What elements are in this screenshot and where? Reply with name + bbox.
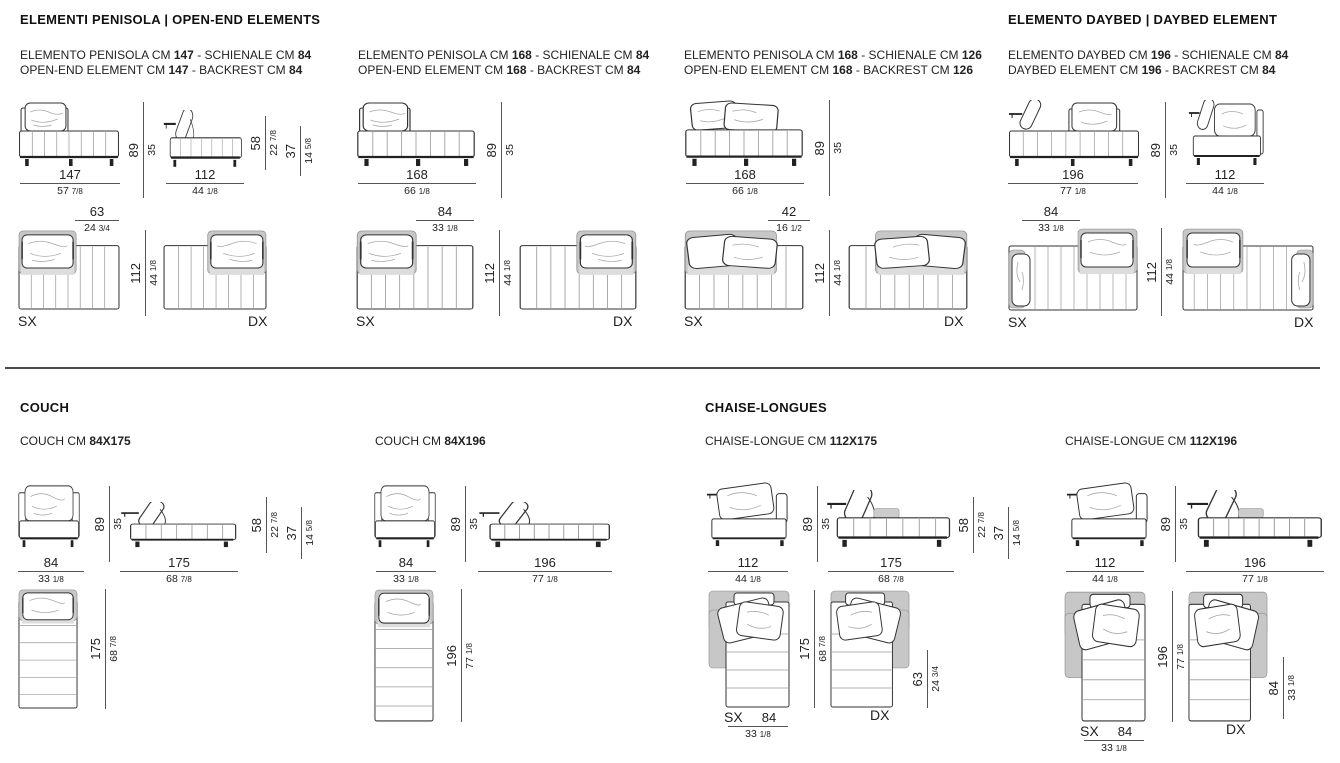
front-view-open-end-168-126 — [684, 98, 804, 168]
section-divider — [5, 367, 1320, 369]
plan-view-dx-daybed — [1182, 228, 1314, 312]
title-line-en: OPEN-END ELEMENT CM 168 - BACKREST CM 84 — [358, 62, 641, 77]
title-line-en: DAYBED ELEMENT CM 196 - BACKREST CM 84 — [1008, 62, 1276, 77]
dim-width-196: 196 77 1/8 — [1186, 556, 1324, 585]
plan-view-couch-175 — [18, 589, 78, 709]
dim-height-89: 89 35 — [448, 486, 480, 562]
dim-height-89: 89 35 — [92, 486, 124, 562]
dim-width-84: 84 33 1/8 — [376, 556, 436, 585]
title-line-en: OPEN-END ELEMENT CM 168 - BACKREST CM 126 — [684, 62, 973, 77]
plan-view-sx-168-126 — [684, 230, 804, 310]
label-dx: DX — [248, 313, 268, 329]
plan-view-dx-168-126 — [848, 230, 968, 310]
element-title-168-84 — [358, 48, 649, 77]
dim-height-37: 37 14 5/8 — [284, 507, 316, 559]
dim-height-58: 58 22 7/8 — [248, 116, 280, 170]
side-view-chaise-196 — [1186, 490, 1324, 548]
element-title-168-126 — [684, 48, 982, 77]
dim-depth-63: 63 24 3/4 — [910, 650, 942, 708]
front-view-open-end-147 — [18, 100, 120, 168]
dim-width-84: 84 33 1/8 — [18, 556, 84, 585]
dim-depth-112: 112 44 1/8 — [482, 230, 514, 316]
label-dx: DX — [613, 313, 633, 329]
dim-width-168: 168 66 1/8 — [686, 168, 804, 197]
dim-height-58: 58 22 7/8 — [249, 497, 281, 553]
plan-view-chaise-sx-196 — [1064, 591, 1146, 722]
dim-height-89: 89 35 — [484, 102, 516, 198]
title-line-it: ELEMENTO PENISOLA CM 147 - SCHIENALE CM 84 — [20, 48, 312, 62]
plan-view-sx-147 — [18, 230, 120, 310]
dim-width-168: 168 66 1/8 — [358, 168, 476, 197]
title-line-en: OPEN-END ELEMENT CM 147 - BACKREST CM 84 — [20, 62, 303, 77]
dim-height-89: 89 35 — [812, 100, 844, 196]
element-title-147 — [20, 48, 311, 77]
dim-width-112: 112 44 1/8 — [166, 168, 244, 197]
dim-length-196: 196 77 1/8 — [1155, 591, 1187, 722]
front-view-chaise-112 — [1066, 482, 1150, 548]
dim-width-84-sx: 84 33 1/8 — [1084, 725, 1144, 754]
dim-width-112: 112 44 1/8 — [1186, 168, 1264, 197]
plan-view-chaise-dx-175 — [830, 590, 910, 708]
side-view-chaise-175 — [826, 490, 952, 548]
title-line-it: ELEMENTO PENISOLA CM 168 - SCHIENALE CM 84 — [358, 48, 650, 62]
plan-view-dx-147 — [163, 230, 267, 310]
plan-view-sx-daybed — [1008, 228, 1138, 312]
dim-height-89: 89 35 — [1148, 102, 1180, 198]
dim-depth-112: 112 44 1/8 — [1144, 228, 1176, 316]
dim-length-175: 175 68 7/8 — [88, 589, 120, 709]
label-dx: DX — [1294, 314, 1314, 330]
dim-width-84: 84 33 1/8 — [416, 205, 474, 234]
dim-height-37: 37 14 5/8 — [991, 507, 1023, 559]
dim-height-89: 89 35 — [1158, 486, 1190, 562]
label-sx: SX — [1008, 314, 1027, 330]
section-header-open-end: ELEMENTI PENISOLA | OPEN-END ELEMENTS — [20, 12, 321, 27]
label-dx: DX — [1226, 721, 1246, 737]
dim-width-175: 175 68 7/8 — [828, 556, 954, 585]
label-dx: DX — [870, 707, 890, 723]
dim-depth-84: 84 33 1/8 — [1266, 657, 1298, 719]
plan-view-chaise-dx-196 — [1188, 591, 1268, 722]
dim-width-63: 63 24 3/4 — [75, 205, 119, 234]
plan-view-dx-168 — [519, 230, 637, 310]
dim-depth-112: 112 44 1/8 — [128, 230, 160, 316]
dim-width-175: 175 68 7/8 — [120, 556, 238, 585]
dim-width-84-sx: 84 33 1/8 — [728, 711, 788, 740]
dim-width-84: 84 33 1/8 — [1022, 205, 1080, 234]
front-view-open-end-168 — [356, 100, 476, 168]
dim-width-112: 112 44 1/8 — [1066, 556, 1144, 585]
element-title-daybed-196 — [1008, 48, 1288, 77]
side-view-couch-175 — [120, 502, 238, 548]
couch-title-84x196: COUCH CM 84X196 — [375, 434, 486, 448]
label-sx: SX — [684, 313, 703, 329]
dim-width-196: 196 77 1/8 — [1008, 168, 1138, 197]
title-line-it: ELEMENTO PENISOLA CM 168 - SCHIENALE CM 126 — [684, 48, 982, 62]
dim-length-175: 175 68 7/8 — [797, 590, 829, 708]
dim-width-42: 42 16 1/2 — [768, 205, 810, 234]
label-sx: SX — [18, 313, 37, 329]
plan-view-chaise-sx-175 — [708, 590, 790, 708]
front-view-daybed-196 — [1008, 100, 1140, 168]
dim-width-147: 147 57 7/8 — [20, 168, 120, 197]
front-view-couch-84 — [374, 483, 436, 549]
side-view-couch-196 — [478, 502, 612, 548]
label-sx: SX — [356, 313, 375, 329]
couch-title-84x175: COUCH CM 84X175 — [20, 434, 131, 448]
title-line-it: ELEMENTO DAYBED CM 196 - SCHIENALE CM 84 — [1008, 48, 1289, 62]
label-dx: DX — [944, 313, 964, 329]
chaise-title-112x175: CHAISE-LONGUE CM 112X175 — [705, 434, 878, 448]
plan-view-sx-168 — [356, 230, 474, 310]
section-header-chaise-longues: CHAISE-LONGUES — [705, 400, 827, 415]
side-view-112 — [163, 110, 243, 168]
dim-width-112: 112 44 1/8 — [708, 556, 788, 585]
front-view-chaise-112 — [706, 482, 790, 548]
plan-view-couch-196 — [374, 589, 434, 722]
dim-width-196: 196 77 1/8 — [478, 556, 612, 585]
section-header-daybed: ELEMENTO DAYBED | DAYBED ELEMENT — [1008, 12, 1278, 27]
label-sx: SX — [1080, 723, 1099, 739]
dim-height-89: 89 35 — [800, 486, 832, 562]
front-view-couch-84 — [18, 483, 80, 549]
dim-height-89: 89 35 — [126, 102, 158, 198]
dim-height-58: 58 22 7/8 — [956, 497, 988, 553]
dim-height-37: 37 14 5/8 — [283, 126, 315, 176]
dim-depth-112: 112 44 1/8 — [812, 230, 844, 316]
label-sx: SX — [724, 709, 743, 725]
section-header-couch: COUCH — [20, 400, 70, 415]
front-view-daybed-armchair-112 — [1188, 100, 1264, 168]
dim-length-196: 196 77 1/8 — [444, 589, 476, 722]
chaise-title-112x196: CHAISE-LONGUE CM 112X196 — [1065, 434, 1238, 448]
